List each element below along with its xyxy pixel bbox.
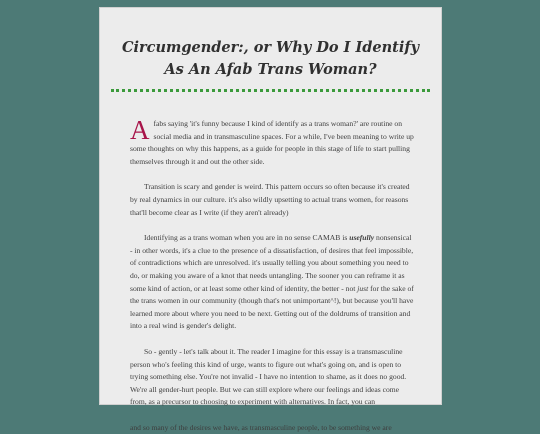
intro-text: fabs saying 'it's funny because I kind of identify as a trans woman?' are routine on social media and in transmasculine spaces. For a while, I've been meaning to write up some thoughts on why this happens, as a guide for people in this stage of life to start pulling themselves through it and out the other side. bbox=[130, 119, 414, 166]
emphasis-usefully: usefully bbox=[349, 233, 375, 243]
page-title: Circumgender:, or Why Do I Identify As An Afab Trans Woman? bbox=[121, 39, 420, 78]
paragraph-4: So - gently - let's talk about it. The reader I imagine for this essay is a transmasculine person who's feeling this kind of urge, wants to figure out what's going on, and is open to trying something else. You're not invalid - I have no intention to shame, as it does no good. We're all gender-hurt people. But we can still explore where our feelings and ideas come from, as a precursor to choosing to experiment with alternatives. In fact, you can bbox=[130, 346, 407, 407]
emphasis-just: just bbox=[357, 283, 369, 293]
paragraph-3: Identifying as a trans woman when you are in no sense CAMAB is usefully nonsensical - in other words, it's a clue to the presence of a dissatisfaction, of desires that feel impossible, of contradictions which are unresolved. it's usually telling you about something you need to do, or making you aware of a knot that needs untangling. The sooner you can reframe it as some kind of action, or at least some other kind of identity, the better - not just for the sake of the trans women in our community (though that's not unimportant^!), but because you'll have learned more about where you need to be next. Getting out of the doldrums of transition and into a real wind is gender's delight. bbox=[130, 233, 414, 331]
article-page bbox=[99, 7, 442, 432]
paragraph-5: and so many of the desires we have, as transmasculine people, to be something we are bbox=[130, 422, 392, 432]
intro-paragraph bbox=[130, 115, 415, 168]
paragraph-2: Transition is scary and gender is weird. This pattern occurs so often because it's created by real dynamics in our culture. it's also wildly upsetting to actual trans women, for reasons that'll become clear as I write (if they aren't already) bbox=[130, 182, 410, 217]
drop-cap: A bbox=[130, 115, 150, 145]
article-body bbox=[100, 92, 441, 434]
